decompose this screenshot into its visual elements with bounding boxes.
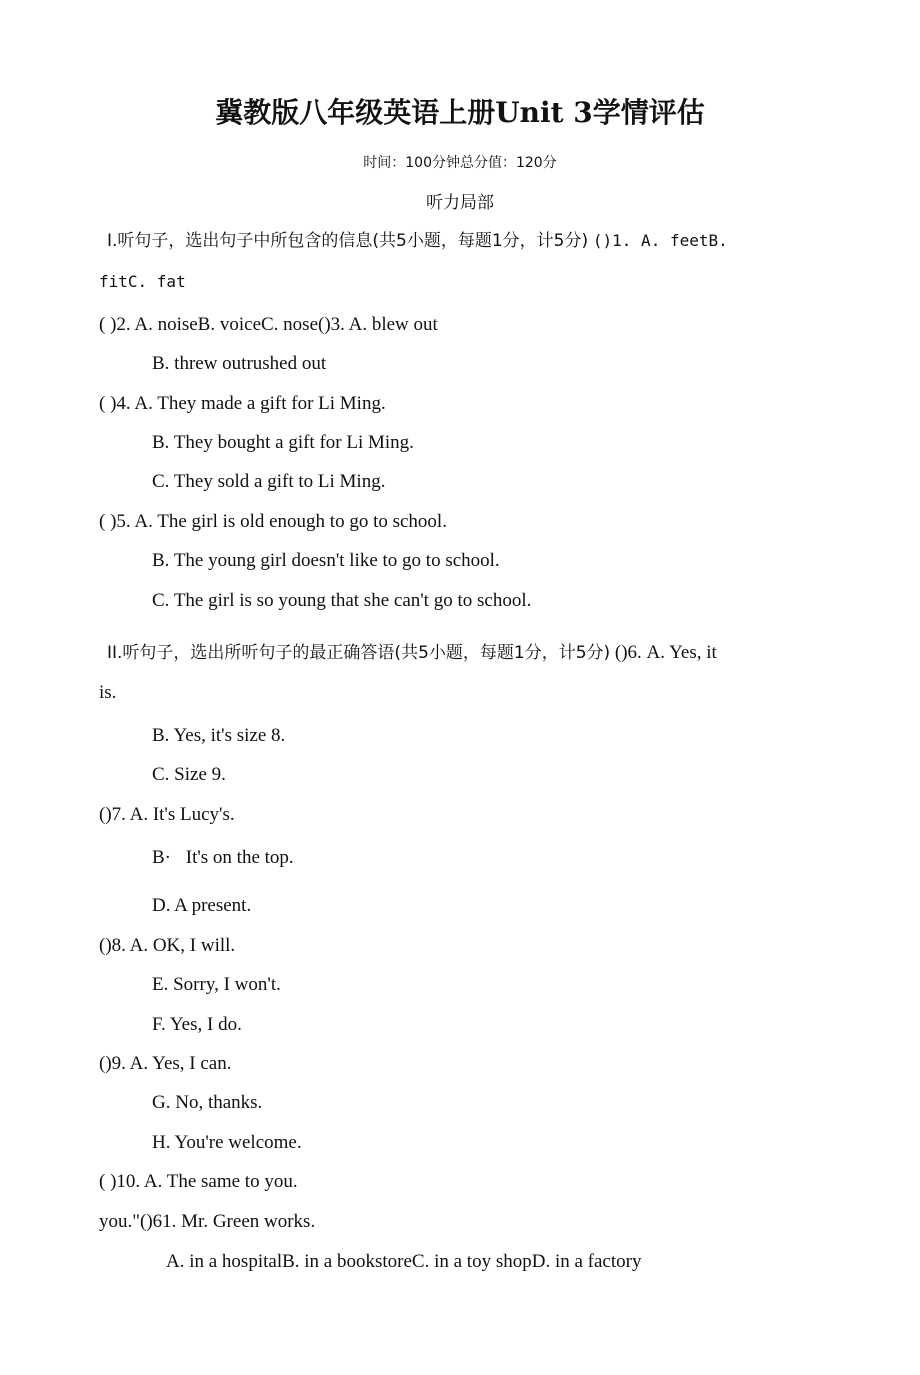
question-4-option-c: C. They sold a gift to Li Ming. xyxy=(152,471,386,492)
question-9: ()9. A. Yes, I can. xyxy=(99,1053,232,1074)
question-7: ()7. A. It's Lucy's. xyxy=(99,804,235,825)
question-5-option-b: B. The young girl doesn't like to go to school. xyxy=(152,550,500,571)
part-heading: 听力局部 xyxy=(426,193,494,213)
section1-heading xyxy=(107,229,728,253)
question-5: ( )5. A. The girl is old enough to go to school. xyxy=(99,511,447,532)
question-4-option-b: B. They bought a gift for Li Ming. xyxy=(152,432,414,453)
exam-meta: 时间：100分钟总分值：120分 xyxy=(363,155,557,171)
question-6-cont: is. xyxy=(99,682,117,703)
question-6-start: ()6. A. Yes, it xyxy=(614,642,717,663)
question-8: ()8. A. OK, I will. xyxy=(99,935,236,956)
question-7-option-b-letter: B· xyxy=(152,847,171,868)
page-title: 冀教版八年级英语上册Unit 3学情评估 xyxy=(215,96,705,129)
question-2-3: ( )2. A. noiseB. voiceC. nose()3. A. blew out xyxy=(99,314,438,335)
question-61: you."()61. Mr. Green works. xyxy=(99,1211,316,1232)
question-7-option-b xyxy=(152,846,294,870)
section2-heading-text: II.听句子，选出所听句子的最正确答语(共5小题，每题1分，计5分) xyxy=(107,643,611,663)
question-7-option-b-text: It's on the top. xyxy=(185,847,294,868)
question-6-option-b: B. Yes, it's size 8. xyxy=(152,725,286,746)
question-10: ( )10. A. The same to you. xyxy=(99,1171,298,1192)
question-7-option-d: D. A present. xyxy=(152,895,252,916)
question-8-option-e: E. Sorry, I won't. xyxy=(152,974,281,995)
section1-heading-text: I.听句子，选出句子中所包含的信息(共5小题，每题1分，计5分) xyxy=(107,231,589,251)
question-1-cont: fitC. fat xyxy=(99,272,186,291)
section2-heading xyxy=(107,641,717,665)
question-8-option-f: F. Yes, I do. xyxy=(152,1014,242,1035)
question-4: ( )4. A. They made a gift for Li Ming. xyxy=(99,393,386,414)
question-5-option-c: C. The girl is so young that she can't go to school. xyxy=(152,590,532,611)
question-1-start: ()1. A. feetB. xyxy=(592,231,728,250)
question-3-option-b: B. threw outrushed out xyxy=(152,353,327,374)
question-61-options: A. in a hospitalB. in a bookstoreC. in a toy shopD. in a factory xyxy=(166,1251,642,1272)
question-9-option-h: H. You're welcome. xyxy=(152,1132,302,1153)
question-9-option-g: G. No, thanks. xyxy=(152,1092,263,1113)
question-6-option-c: C. Size 9. xyxy=(152,764,226,785)
